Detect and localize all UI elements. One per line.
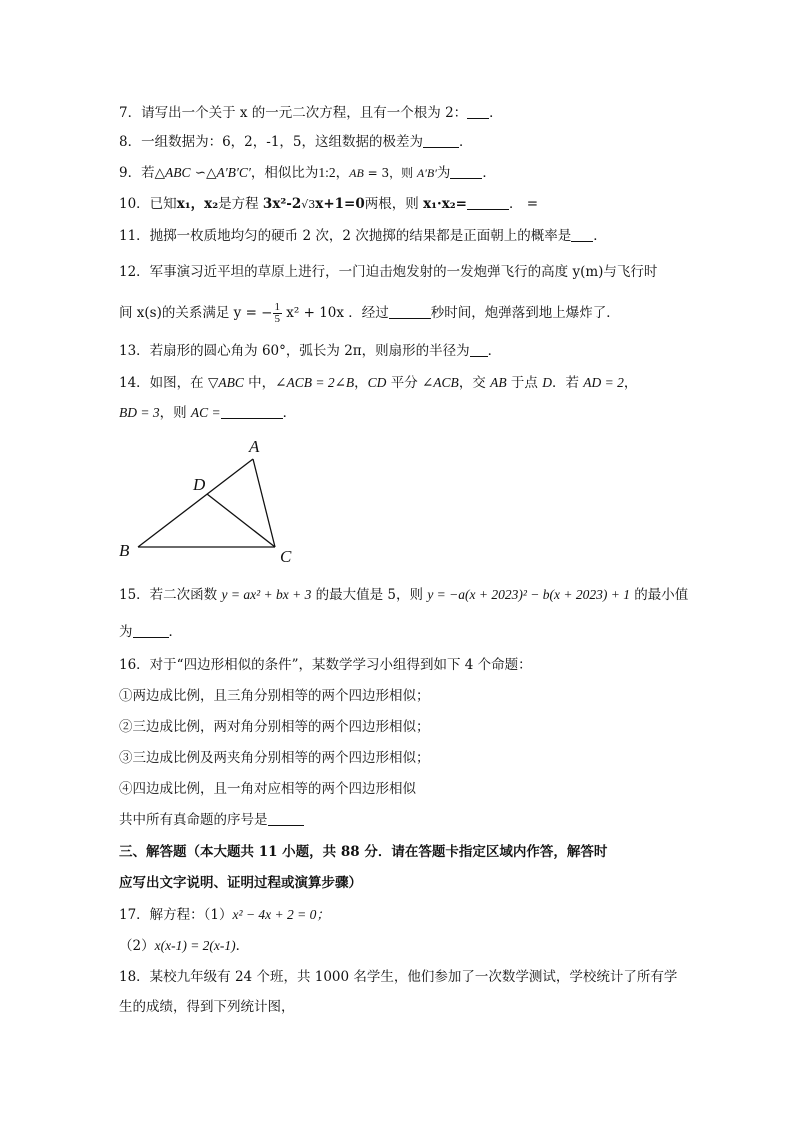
question-11: 11．抛掷一枚质地均匀的硬币 2 次，2 次抛掷的结果都是正面朝上的概率是 ．: [119, 228, 607, 244]
question-12-line-1: 12．军事演习近平坦的草原上进行，一门迫击炮发射的一发炮弹飞行的高度 y(m)与飞行时: [119, 264, 658, 280]
question-15-line-2: 为 ．: [119, 624, 182, 640]
q13-answer-blank[interactable]: [470, 342, 488, 357]
section-3-heading-line-2: 应写出文字说明、证明过程或演算步骤）: [119, 875, 362, 891]
section-3-heading-line-1: 三、解答题（本大题共 11 小题，共 88 分．请在答题卡指定区域内作答，解答时: [119, 844, 608, 860]
q16-proposition-2: ②三边成比例，两对角分别相等的两个四边形相似；: [119, 719, 430, 735]
q11-answer-blank[interactable]: [571, 227, 593, 242]
q16-proposition-4: ④四边成比例，且一角对应相等的两个四边形相似: [119, 781, 416, 797]
question-14-line-1: 14．如图，在 ▽ABC 中，∠ACB = 2∠B，CD 平分 ∠ACB，交 AB 于点 D．若 AD = 2，: [119, 375, 638, 391]
label-b: B: [119, 541, 130, 560]
q8-text: 8．一组数据为：6，2，-1，5，这组数据的极差为: [119, 134, 424, 150]
question-10: 10．已知x₁，x₂是方程 3x²-2√3x+1=0两根，则 x₁·x₂= ． =: [119, 196, 539, 212]
q15-answer-blank[interactable]: [133, 623, 169, 638]
question-18-line-1: 18．某校九年级有 24 个班，共 1000 名学生，他们参加了一次数学测试，学校统计了所有学: [119, 969, 678, 985]
q14-answer-blank[interactable]: [221, 404, 283, 419]
q11-text: 11．抛掷一枚质地均匀的硬币 2 次，2 次抛掷的结果都是正面朝上的概率是: [119, 228, 572, 244]
q8-answer-blank[interactable]: [423, 133, 459, 148]
label-d: D: [193, 475, 206, 494]
q7-text: 7．请写出一个关于 x 的一元二次方程，且有一个根为 2：: [119, 105, 468, 121]
question-14-line-2: BD = 3，则 AC = ．: [119, 405, 297, 421]
triangle-figure: [110, 432, 310, 567]
q16-proposition-3: ③三边成比例及两夹角分别相等的两个四边形相似；: [119, 750, 430, 766]
question-7: 7．请写出一个关于 x 的一元二次方程，且有一个根为 2： ．: [119, 105, 503, 121]
side-ac: [253, 459, 275, 547]
question-15-line-1: 15．若二次函数 y = ax² + bx + 3 的最大值是 5，则 y = −a(x + 2023)² − b(x + 2023) + 1 的最小值: [119, 587, 689, 603]
q16-ask: 共中所有真命题的序号是: [119, 811, 304, 829]
label-c: C: [280, 547, 292, 566]
q9-answer-blank[interactable]: [450, 164, 482, 179]
label-a: A: [249, 437, 260, 456]
q16-answer-blank[interactable]: [268, 811, 304, 826]
q10-answer-blank[interactable]: [467, 195, 509, 210]
question-13: 13．若扇形的圆心角为 60°，弧长为 2π，则扇形的半径为 ．: [119, 343, 502, 359]
question-8: 8．一组数据为：6，2，-1，5，这组数据的极差为 ．: [119, 134, 473, 150]
q12-answer-blank[interactable]: [389, 304, 431, 319]
question-9: 9．若△ABC ∽△A′B′C′，相似比为1:2，AB = 3，则 A′B′为 ．: [119, 165, 496, 181]
question-17-line-2: （2）x(x-1) = 2(x-1)．: [119, 938, 250, 954]
q7-answer-blank[interactable]: [467, 104, 489, 119]
q13-text: 13．若扇形的圆心角为 60°，弧长为 2π，则扇形的半径为: [119, 343, 470, 359]
question-18-line-2: 生的成绩，得到下列统计图，: [119, 999, 295, 1015]
question-17-line-1: 17．解方程：（1）x² − 4x + 2 = 0；: [119, 907, 330, 923]
segment-cd: [207, 494, 275, 547]
q12-fraction: $\frac{1}{5}$: [274, 301, 280, 325]
q16-proposition-1: ①两边成比例，且三角分别相等的两个四边形相似；: [119, 688, 430, 704]
side-ab: [138, 459, 253, 547]
question-12-line-2: 间 x(s)的关系满足 y = − $\frac{1}{5}$ x² + 10x ．经过 秒时间，炮弹落到地上爆炸了．: [119, 301, 620, 325]
question-16-intro: 16．对于“四边形相似的条件”，某数学学习小组得到如下 4 个命题：: [119, 657, 532, 673]
